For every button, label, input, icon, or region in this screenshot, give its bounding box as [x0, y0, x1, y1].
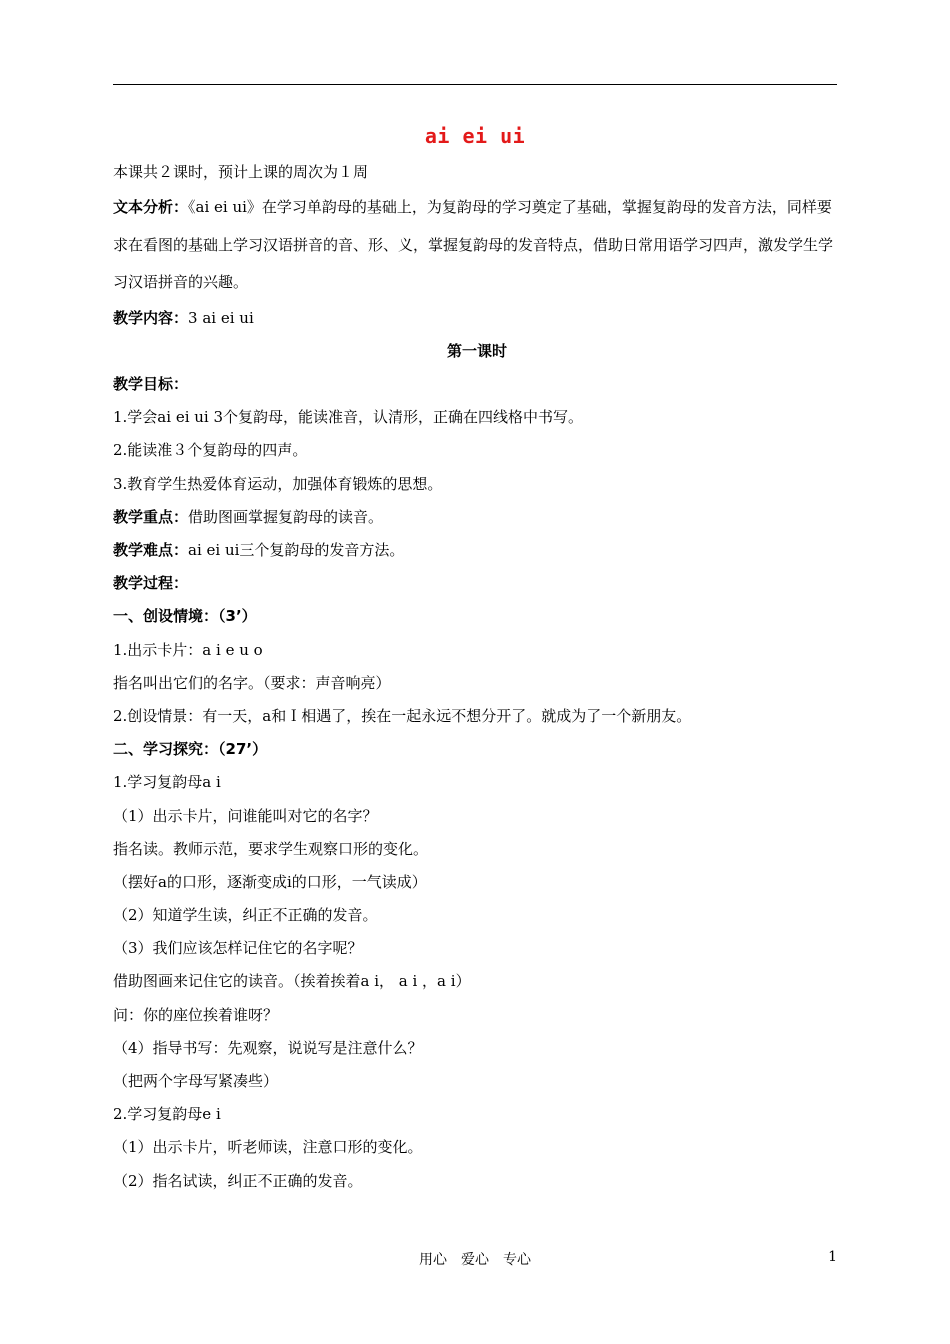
section-line: （摆好a的口形，逐渐变成i的口形，一气读成）: [113, 872, 427, 891]
header-rule: [113, 84, 837, 85]
goal-item: 3.教育学生热爱体育运动，加强体育锻炼的思想。: [113, 474, 443, 493]
difficulty-label: 教学难点：: [113, 541, 189, 559]
section-line: （4）指导书写：先观察，说说写是注意什么？: [113, 1038, 423, 1057]
page-number: 1: [828, 1249, 837, 1265]
goal-item: 2.能读准３个复韵母的四声。: [113, 441, 308, 460]
section-line: 问：你的座位挨着谁呀？: [113, 1005, 279, 1024]
content-text: 3 ai ei ui: [188, 308, 254, 327]
section-heading: 一、创设情境：（3’）: [113, 607, 257, 626]
difficulty-line: [113, 534, 841, 567]
section-line: （3）我们应该怎样记住它的名字呢？: [113, 939, 363, 958]
analysis-paragraph: [113, 189, 841, 302]
section-line: 指名叫出它们的名字。（要求：声音响亮）: [113, 673, 391, 692]
goals-label: 教学目标：: [113, 375, 189, 394]
section-line: 指名读。教师示范，要求学生观察口形的变化。: [113, 839, 429, 858]
section-line: （1）出示卡片，听老师读，注意口形的变化。: [113, 1138, 423, 1157]
intro-line: 本课共２课时，预计上课的周次为１周: [113, 163, 369, 181]
analysis-label: 文本分析：: [113, 198, 189, 217]
section-line: 1.学习复韵母a i: [113, 773, 221, 792]
section-line: 2.学习复韵母e i: [113, 1105, 221, 1124]
key-point-text: 借助图画掌握复韵母的读音。: [188, 507, 384, 526]
section-line: 借助图画来记住它的读音。（挨着挨着a i， a i ，a i）: [113, 972, 471, 991]
section-heading: 二、学习探究：（27’）: [113, 740, 268, 759]
section-line: （2）指名试读，纠正不正确的发音。: [113, 1171, 363, 1190]
content-label: 教学内容：: [113, 308, 189, 327]
difficulty-text: ai ei ui三个复韵母的发音方法。: [188, 541, 405, 559]
footer-motto: 用心 爱心 专心: [419, 1252, 531, 1268]
document-title: ai ei ui: [424, 124, 526, 148]
section-line: 1.出示卡片：a i e u o: [113, 640, 263, 659]
analysis-text: 《ai ei ui》在学习单韵母的基础上，为复韵母的学习奠定了基础，掌握复韵母的发音方法，同样要求在看图的基础上学习汉语拼音的音、形、义，掌握复韵母的发音特点，借助日常用语学习四声，激发学生学习汉语拼音的兴趣。: [113, 198, 834, 292]
process-label: 教学过程：: [113, 574, 189, 593]
section-line: （把两个字母写紧凑些）: [113, 1072, 279, 1090]
key-point-line: [113, 501, 841, 534]
goal-item: 1.学会ai ei ui 3个复韵母，能读准音，认清形，正确在四线格中书写。: [113, 408, 584, 427]
section-line: （1）出示卡片，问谁能叫对它的名字？: [113, 806, 378, 825]
lesson-heading: 第一课时: [446, 341, 507, 360]
document-body: [113, 156, 841, 1198]
key-point-label: 教学重点：: [113, 507, 189, 526]
content-line: [113, 302, 841, 335]
section-line: 2.创设情景：有一天，a和Ｉ相遇了，挨在一起永远不想分开了。就成为了一个新朋友。: [113, 706, 692, 725]
section-line: （2）知道学生读，纠正不正确的发音。: [113, 906, 378, 925]
